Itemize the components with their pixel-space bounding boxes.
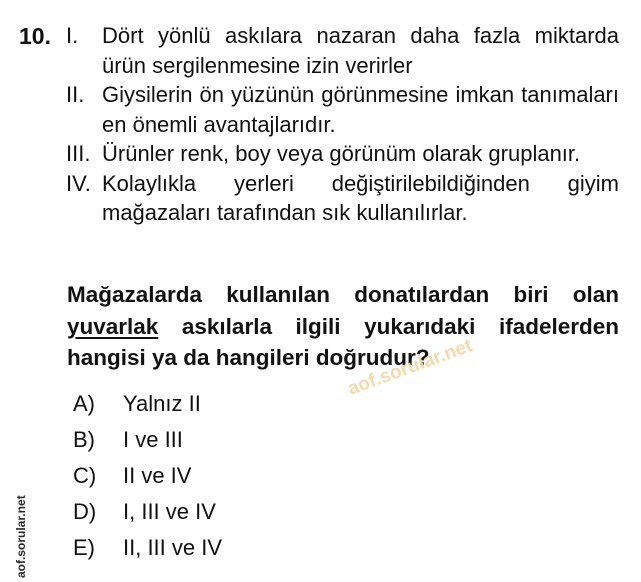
stem-underlined-word: yuvarlak	[67, 313, 159, 339]
question-stem	[67, 279, 619, 374]
option-letter: D)	[73, 499, 97, 524]
option-letter: B)	[73, 427, 95, 452]
statement-text: Ürünler renk, boy veya görünüm olarak gruplanır.	[102, 141, 581, 166]
statement-numeral: III.	[66, 141, 91, 166]
statement-text: Giysilerin ön yüzünün görünmesine imkan tanımaları en önemli avantajlarıdır.	[102, 82, 619, 137]
option-text: I, III ve IV	[123, 499, 216, 524]
option-letter: A)	[73, 391, 95, 416]
option-text: Yalnız II	[123, 391, 201, 416]
statement-3	[66, 139, 619, 169]
statement-1	[66, 21, 619, 80]
statement-4	[66, 169, 619, 228]
statement-numeral: IV.	[66, 170, 91, 196]
stem-text-before: Mağazalarda kullanılan donatılardan biri olan	[67, 282, 619, 307]
statement-text: Kolaylıkla yerleri değiştirilebildiğinden giyim mağazaları tarafından sık kullanılırlar.	[102, 170, 619, 225]
statement-numeral: II.	[66, 82, 85, 107]
watermark-side: aof.sorular.net	[14, 495, 28, 578]
statement-text: Dört yönlü askılara nazaran daha fazla miktarda ürün sergilenmesine izin verirler	[102, 23, 619, 78]
question-number: 10.	[19, 23, 51, 49]
option-text: I ve III	[123, 427, 183, 452]
statement-list	[66, 21, 619, 228]
option-text: II ve IV	[123, 463, 192, 488]
option-text: II, III ve IV	[123, 535, 223, 560]
option-letter: C)	[73, 463, 97, 488]
stem-text-after: askılarla ilgili yukarıdaki ifadelerden hangisi ya da hangileri doğrudur?	[67, 313, 619, 370]
statement-2	[66, 80, 619, 139]
watermark-center: aof.sorular.net	[345, 335, 476, 400]
option-letter: E)	[73, 535, 95, 560]
statement-numeral: I.	[66, 23, 79, 48]
